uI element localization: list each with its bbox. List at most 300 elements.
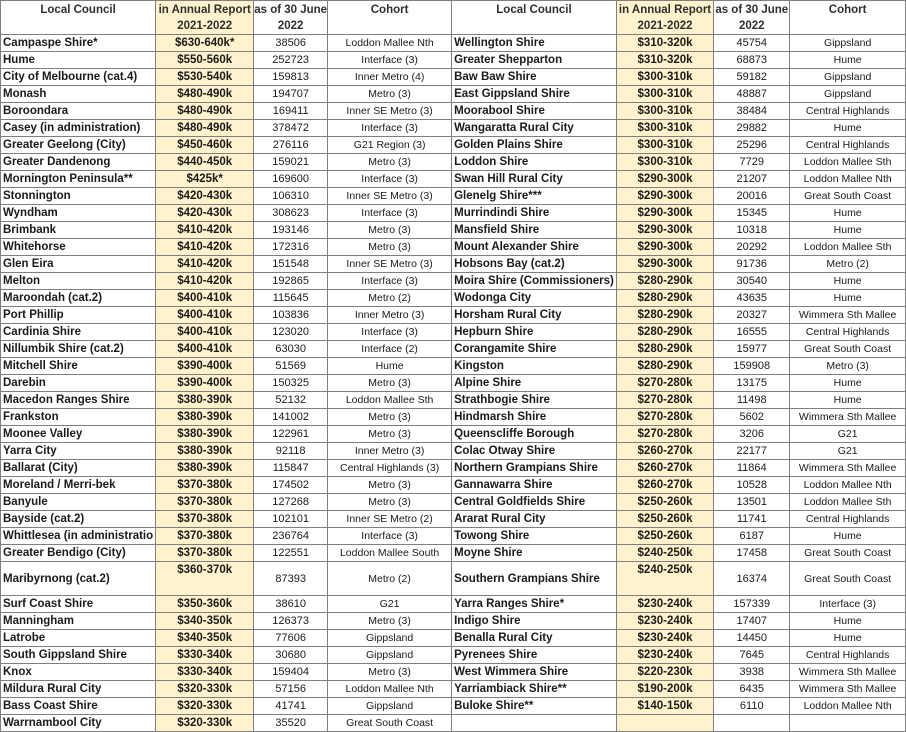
salary-cell[interactable]: $280-290k bbox=[616, 341, 713, 358]
salary-cell[interactable]: $420-430k bbox=[156, 205, 254, 222]
council-cell[interactable]: Moyne Shire bbox=[452, 545, 617, 562]
population-cell[interactable]: 3206 bbox=[714, 426, 790, 443]
salary-cell[interactable]: $480-490k bbox=[156, 103, 254, 120]
population-cell[interactable]: 192865 bbox=[254, 273, 328, 290]
cohort-cell[interactable]: Hume bbox=[328, 358, 452, 375]
salary-cell[interactable]: $380-390k bbox=[156, 409, 254, 426]
cohort-cell[interactable]: G21 Region (3) bbox=[328, 137, 452, 154]
population-cell[interactable]: 10318 bbox=[714, 222, 790, 239]
cohort-cell[interactable]: Central Highlands bbox=[790, 103, 906, 120]
population-cell[interactable]: 92118 bbox=[254, 443, 328, 460]
cohort-cell[interactable]: Inner Metro (3) bbox=[328, 443, 452, 460]
population-cell[interactable]: 57156 bbox=[254, 681, 328, 698]
cohort-cell[interactable]: Interface (3) bbox=[328, 120, 452, 137]
cohort-cell[interactable]: Gippsland bbox=[328, 630, 452, 647]
cohort-cell[interactable]: Gippsland bbox=[790, 69, 906, 86]
salary-cell[interactable]: $290-300k bbox=[616, 171, 713, 188]
council-cell[interactable]: Banyule bbox=[1, 494, 156, 511]
population-cell[interactable]: 151548 bbox=[254, 256, 328, 273]
council-cell[interactable]: Golden Plains Shire bbox=[452, 137, 617, 154]
council-cell[interactable]: Whitehorse bbox=[1, 239, 156, 256]
council-cell[interactable]: Murrindindi Shire bbox=[452, 205, 617, 222]
cohort-cell[interactable]: Wimmera Sth Mallee bbox=[790, 460, 906, 477]
population-cell[interactable]: 52132 bbox=[254, 392, 328, 409]
population-cell[interactable]: 150325 bbox=[254, 375, 328, 392]
cohort-cell[interactable]: Central Highlands bbox=[790, 511, 906, 528]
cohort-cell[interactable]: Metro (2) bbox=[328, 290, 452, 307]
council-cell[interactable]: Hepburn Shire bbox=[452, 324, 617, 341]
population-cell[interactable]: 29882 bbox=[714, 120, 790, 137]
population-cell[interactable]: 87393 bbox=[254, 562, 328, 596]
salary-cell[interactable]: $220-230k bbox=[616, 664, 713, 681]
salary-cell[interactable]: $230-240k bbox=[616, 596, 713, 613]
population-cell[interactable]: 63030 bbox=[254, 341, 328, 358]
council-cell[interactable]: Towong Shire bbox=[452, 528, 617, 545]
council-cell[interactable]: Yarra Ranges Shire* bbox=[452, 596, 617, 613]
cohort-cell[interactable]: Loddon Mallee Sth bbox=[790, 494, 906, 511]
salary-cell[interactable]: $300-310k bbox=[616, 120, 713, 137]
salary-cell[interactable]: $410-420k bbox=[156, 222, 254, 239]
salary-cell[interactable]: $370-380k bbox=[156, 545, 254, 562]
salary-cell[interactable]: $290-300k bbox=[616, 256, 713, 273]
salary-cell[interactable]: $440-450k bbox=[156, 154, 254, 171]
population-cell[interactable]: 15977 bbox=[714, 341, 790, 358]
population-cell[interactable]: 14450 bbox=[714, 630, 790, 647]
council-cell[interactable]: Surf Coast Shire bbox=[1, 596, 156, 613]
salary-cell[interactable]: $400-410k bbox=[156, 307, 254, 324]
salary-cell[interactable]: $290-300k bbox=[616, 239, 713, 256]
salary-cell[interactable]: $310-320k bbox=[616, 35, 713, 52]
cohort-cell[interactable]: G21 bbox=[790, 443, 906, 460]
council-cell[interactable]: Wangaratta Rural City bbox=[452, 120, 617, 137]
council-cell[interactable] bbox=[452, 715, 617, 732]
population-cell[interactable]: 174502 bbox=[254, 477, 328, 494]
cohort-cell[interactable]: Great South Coast bbox=[790, 341, 906, 358]
cohort-cell[interactable]: G21 bbox=[790, 426, 906, 443]
cohort-cell[interactable]: Gippsland bbox=[328, 647, 452, 664]
population-cell[interactable]: 22177 bbox=[714, 443, 790, 460]
cohort-cell[interactable]: Loddon Mallee Nth bbox=[790, 171, 906, 188]
salary-cell[interactable]: $340-350k bbox=[156, 630, 254, 647]
population-cell[interactable]: 159404 bbox=[254, 664, 328, 681]
population-cell[interactable]: 6435 bbox=[714, 681, 790, 698]
population-cell[interactable] bbox=[714, 715, 790, 732]
population-cell[interactable]: 11864 bbox=[714, 460, 790, 477]
salary-cell[interactable]: $230-240k bbox=[616, 630, 713, 647]
salary-cell[interactable]: $360-370k bbox=[156, 562, 254, 596]
cohort-cell[interactable]: Wimmera Sth Mallee bbox=[790, 681, 906, 698]
cohort-cell[interactable]: Metro (3) bbox=[328, 664, 452, 681]
population-cell[interactable]: 13501 bbox=[714, 494, 790, 511]
council-cell[interactable]: Maroondah (cat.2) bbox=[1, 290, 156, 307]
council-cell[interactable]: Melton bbox=[1, 273, 156, 290]
salary-cell[interactable]: $400-410k bbox=[156, 290, 254, 307]
salary-cell[interactable]: $320-330k bbox=[156, 681, 254, 698]
salary-cell[interactable]: $425k* bbox=[156, 171, 254, 188]
cohort-cell[interactable]: Loddon Mallee Sth bbox=[790, 239, 906, 256]
cohort-cell[interactable]: Metro (3) bbox=[328, 426, 452, 443]
cohort-cell[interactable]: Wimmera Sth Mallee bbox=[790, 664, 906, 681]
council-cell[interactable]: Nillumbik Shire (cat.2) bbox=[1, 341, 156, 358]
salary-cell[interactable]: $310-320k bbox=[616, 52, 713, 69]
cohort-cell[interactable]: Inner SE Metro (3) bbox=[328, 188, 452, 205]
council-cell[interactable]: Macedon Ranges Shire bbox=[1, 392, 156, 409]
cohort-cell[interactable]: Central Highlands bbox=[790, 324, 906, 341]
population-cell[interactable]: 17407 bbox=[714, 613, 790, 630]
population-cell[interactable]: 48887 bbox=[714, 86, 790, 103]
cohort-cell[interactable]: Hume bbox=[790, 375, 906, 392]
cohort-cell[interactable]: Central Highlands bbox=[790, 647, 906, 664]
salary-cell[interactable]: $420-430k bbox=[156, 188, 254, 205]
salary-cell[interactable]: $300-310k bbox=[616, 103, 713, 120]
cohort-cell[interactable]: Loddon Mallee Sth bbox=[790, 154, 906, 171]
salary-cell[interactable]: $300-310k bbox=[616, 69, 713, 86]
cohort-cell[interactable]: Gippsland bbox=[328, 698, 452, 715]
salary-cell[interactable]: $240-250k bbox=[616, 545, 713, 562]
population-cell[interactable]: 38610 bbox=[254, 596, 328, 613]
cohort-cell[interactable]: Inner SE Metro (2) bbox=[328, 511, 452, 528]
cohort-cell[interactable]: Loddon Mallee Nth bbox=[790, 698, 906, 715]
salary-cell[interactable]: $260-270k bbox=[616, 443, 713, 460]
council-cell[interactable]: Ballarat (City) bbox=[1, 460, 156, 477]
council-cell[interactable]: Moorabool Shire bbox=[452, 103, 617, 120]
council-cell[interactable]: Mitchell Shire bbox=[1, 358, 156, 375]
population-cell[interactable]: 194707 bbox=[254, 86, 328, 103]
salary-cell[interactable]: $410-420k bbox=[156, 273, 254, 290]
salary-cell[interactable]: $330-340k bbox=[156, 664, 254, 681]
council-cell[interactable]: Boroondara bbox=[1, 103, 156, 120]
cohort-cell[interactable]: Interface (3) bbox=[328, 273, 452, 290]
population-cell[interactable]: 51569 bbox=[254, 358, 328, 375]
population-cell[interactable]: 30680 bbox=[254, 647, 328, 664]
council-cell[interactable]: East Gippsland Shire bbox=[452, 86, 617, 103]
cohort-cell[interactable]: Interface (3) bbox=[328, 324, 452, 341]
population-cell[interactable]: 10528 bbox=[714, 477, 790, 494]
council-cell[interactable]: Central Goldfields Shire bbox=[452, 494, 617, 511]
salary-cell[interactable]: $320-330k bbox=[156, 715, 254, 732]
population-cell[interactable]: 127268 bbox=[254, 494, 328, 511]
cohort-cell[interactable]: Interface (3) bbox=[328, 205, 452, 222]
salary-cell[interactable]: $370-380k bbox=[156, 494, 254, 511]
council-cell[interactable]: Mansfield Shire bbox=[452, 222, 617, 239]
salary-cell[interactable]: $400-410k bbox=[156, 324, 254, 341]
cohort-cell[interactable]: Hume bbox=[790, 205, 906, 222]
salary-cell[interactable]: $410-420k bbox=[156, 239, 254, 256]
population-cell[interactable]: 193146 bbox=[254, 222, 328, 239]
population-cell[interactable]: 68873 bbox=[714, 52, 790, 69]
council-cell[interactable]: Colac Otway Shire bbox=[452, 443, 617, 460]
population-cell[interactable]: 7645 bbox=[714, 647, 790, 664]
cohort-cell[interactable]: Loddon Mallee Nth bbox=[328, 35, 452, 52]
salary-cell[interactable]: $270-280k bbox=[616, 409, 713, 426]
cohort-cell[interactable]: Interface (3) bbox=[328, 171, 452, 188]
population-cell[interactable]: 141002 bbox=[254, 409, 328, 426]
population-cell[interactable]: 21207 bbox=[714, 171, 790, 188]
cohort-cell[interactable]: Hume bbox=[790, 120, 906, 137]
cohort-cell[interactable]: Great South Coast bbox=[790, 545, 906, 562]
population-cell[interactable]: 252723 bbox=[254, 52, 328, 69]
cohort-cell[interactable]: Hume bbox=[790, 392, 906, 409]
population-cell[interactable]: 6187 bbox=[714, 528, 790, 545]
population-cell[interactable]: 157339 bbox=[714, 596, 790, 613]
council-cell[interactable]: Hindmarsh Shire bbox=[452, 409, 617, 426]
council-cell[interactable]: Maribyrnong (cat.2) bbox=[1, 562, 156, 596]
salary-cell[interactable]: $250-260k bbox=[616, 528, 713, 545]
council-cell[interactable]: Whittlesea (in administratio bbox=[1, 528, 156, 545]
population-cell[interactable]: 11498 bbox=[714, 392, 790, 409]
cohort-cell[interactable]: Metro (3) bbox=[328, 375, 452, 392]
population-cell[interactable]: 41741 bbox=[254, 698, 328, 715]
salary-cell[interactable]: $270-280k bbox=[616, 426, 713, 443]
cohort-cell[interactable]: Hume bbox=[790, 273, 906, 290]
council-cell[interactable]: Wyndham bbox=[1, 205, 156, 222]
cohort-cell[interactable]: Metro (3) bbox=[328, 477, 452, 494]
cohort-cell[interactable]: G21 bbox=[328, 596, 452, 613]
council-cell[interactable]: Greater Dandenong bbox=[1, 154, 156, 171]
population-cell[interactable]: 38506 bbox=[254, 35, 328, 52]
population-cell[interactable]: 106310 bbox=[254, 188, 328, 205]
council-cell[interactable]: Loddon Shire bbox=[452, 154, 617, 171]
population-cell[interactable]: 35520 bbox=[254, 715, 328, 732]
cohort-cell[interactable] bbox=[790, 715, 906, 732]
council-cell[interactable]: Cardinia Shire bbox=[1, 324, 156, 341]
salary-cell[interactable]: $280-290k bbox=[616, 290, 713, 307]
population-cell[interactable]: 77606 bbox=[254, 630, 328, 647]
council-cell[interactable]: Campaspe Shire* bbox=[1, 35, 156, 52]
council-cell[interactable]: City of Melbourne (cat.4) bbox=[1, 69, 156, 86]
council-cell[interactable]: Moonee Valley bbox=[1, 426, 156, 443]
cohort-cell[interactable]: Metro (3) bbox=[328, 409, 452, 426]
cohort-cell[interactable]: Loddon Mallee Nth bbox=[790, 477, 906, 494]
salary-cell[interactable]: $290-300k bbox=[616, 188, 713, 205]
salary-cell[interactable] bbox=[616, 715, 713, 732]
council-cell[interactable]: Mildura Rural City bbox=[1, 681, 156, 698]
population-cell[interactable]: 122551 bbox=[254, 545, 328, 562]
council-cell[interactable]: Queenscliffe Borough bbox=[452, 426, 617, 443]
council-cell[interactable]: Pyrenees Shire bbox=[452, 647, 617, 664]
cohort-cell[interactable]: Metro (2) bbox=[790, 256, 906, 273]
salary-cell[interactable]: $280-290k bbox=[616, 324, 713, 341]
salary-cell[interactable]: $260-270k bbox=[616, 477, 713, 494]
cohort-cell[interactable]: Wimmera Sth Mallee bbox=[790, 409, 906, 426]
council-cell[interactable]: Corangamite Shire bbox=[452, 341, 617, 358]
population-cell[interactable]: 103836 bbox=[254, 307, 328, 324]
council-cell[interactable]: Indigo Shire bbox=[452, 613, 617, 630]
council-cell[interactable]: Wodonga City bbox=[452, 290, 617, 307]
salary-cell[interactable]: $290-300k bbox=[616, 205, 713, 222]
population-cell[interactable]: 169411 bbox=[254, 103, 328, 120]
population-cell[interactable]: 122961 bbox=[254, 426, 328, 443]
council-cell[interactable]: Port Phillip bbox=[1, 307, 156, 324]
population-cell[interactable]: 159813 bbox=[254, 69, 328, 86]
cohort-cell[interactable]: Metro (2) bbox=[328, 562, 452, 596]
population-cell[interactable]: 3938 bbox=[714, 664, 790, 681]
council-cell[interactable]: Greater Shepparton bbox=[452, 52, 617, 69]
population-cell[interactable]: 20327 bbox=[714, 307, 790, 324]
salary-cell[interactable]: $630-640k* bbox=[156, 35, 254, 52]
population-cell[interactable]: 43635 bbox=[714, 290, 790, 307]
cohort-cell[interactable]: Metro (3) bbox=[328, 86, 452, 103]
salary-cell[interactable]: $300-310k bbox=[616, 86, 713, 103]
cohort-cell[interactable]: Inner SE Metro (3) bbox=[328, 256, 452, 273]
salary-cell[interactable]: $270-280k bbox=[616, 392, 713, 409]
salary-cell[interactable]: $190-200k bbox=[616, 681, 713, 698]
population-cell[interactable]: 20292 bbox=[714, 239, 790, 256]
population-cell[interactable]: 5602 bbox=[714, 409, 790, 426]
population-cell[interactable]: 236764 bbox=[254, 528, 328, 545]
salary-cell[interactable]: $450-460k bbox=[156, 137, 254, 154]
salary-cell[interactable]: $530-540k bbox=[156, 69, 254, 86]
salary-cell[interactable]: $380-390k bbox=[156, 392, 254, 409]
population-cell[interactable]: 20016 bbox=[714, 188, 790, 205]
salary-cell[interactable]: $380-390k bbox=[156, 426, 254, 443]
salary-cell[interactable]: $340-350k bbox=[156, 613, 254, 630]
cohort-cell[interactable]: Gippsland bbox=[790, 35, 906, 52]
cohort-cell[interactable]: Hume bbox=[790, 528, 906, 545]
salary-cell[interactable]: $410-420k bbox=[156, 256, 254, 273]
salary-cell[interactable]: $480-490k bbox=[156, 120, 254, 137]
council-cell[interactable]: Glen Eira bbox=[1, 256, 156, 273]
salary-cell[interactable]: $300-310k bbox=[616, 137, 713, 154]
salary-cell[interactable]: $290-300k bbox=[616, 222, 713, 239]
population-cell[interactable]: 123020 bbox=[254, 324, 328, 341]
population-cell[interactable]: 169600 bbox=[254, 171, 328, 188]
council-cell[interactable]: Benalla Rural City bbox=[452, 630, 617, 647]
population-cell[interactable]: 91736 bbox=[714, 256, 790, 273]
council-cell[interactable]: Glenelg Shire*** bbox=[452, 188, 617, 205]
cohort-cell[interactable]: Interface (3) bbox=[328, 52, 452, 69]
salary-cell[interactable]: $240-250k bbox=[616, 562, 713, 596]
council-cell[interactable]: Horsham Rural City bbox=[452, 307, 617, 324]
council-cell[interactable]: Strathbogie Shire bbox=[452, 392, 617, 409]
council-cell[interactable]: Manningham bbox=[1, 613, 156, 630]
cohort-cell[interactable]: Interface (2) bbox=[328, 341, 452, 358]
council-cell[interactable]: Latrobe bbox=[1, 630, 156, 647]
salary-cell[interactable]: $320-330k bbox=[156, 698, 254, 715]
council-cell[interactable]: Greater Bendigo (City) bbox=[1, 545, 156, 562]
population-cell[interactable]: 13175 bbox=[714, 375, 790, 392]
salary-cell[interactable]: $260-270k bbox=[616, 460, 713, 477]
council-cell[interactable]: Casey (in administration) bbox=[1, 120, 156, 137]
population-cell[interactable]: 38484 bbox=[714, 103, 790, 120]
salary-cell[interactable]: $140-150k bbox=[616, 698, 713, 715]
cohort-cell[interactable]: Metro (3) bbox=[328, 613, 452, 630]
cohort-cell[interactable]: Great South Coast bbox=[790, 562, 906, 596]
council-cell[interactable]: Moreland / Merri-bek bbox=[1, 477, 156, 494]
cohort-cell[interactable]: Metro (3) bbox=[328, 239, 452, 256]
council-cell[interactable]: Hobsons Bay (cat.2) bbox=[452, 256, 617, 273]
population-cell[interactable]: 102101 bbox=[254, 511, 328, 528]
cohort-cell[interactable]: Great South Coast bbox=[328, 715, 452, 732]
population-cell[interactable]: 159021 bbox=[254, 154, 328, 171]
council-cell[interactable]: Swan Hill Rural City bbox=[452, 171, 617, 188]
population-cell[interactable]: 59182 bbox=[714, 69, 790, 86]
cohort-cell[interactable]: Hume bbox=[790, 52, 906, 69]
council-cell[interactable]: Bayside (cat.2) bbox=[1, 511, 156, 528]
council-cell[interactable]: Baw Baw Shire bbox=[452, 69, 617, 86]
salary-cell[interactable]: $280-290k bbox=[616, 273, 713, 290]
council-cell[interactable]: West Wimmera Shire bbox=[452, 664, 617, 681]
salary-cell[interactable]: $280-290k bbox=[616, 307, 713, 324]
population-cell[interactable]: 126373 bbox=[254, 613, 328, 630]
council-cell[interactable]: Ararat Rural City bbox=[452, 511, 617, 528]
salary-cell[interactable]: $280-290k bbox=[616, 358, 713, 375]
council-cell[interactable]: Greater Geelong (City) bbox=[1, 137, 156, 154]
salary-cell[interactable]: $480-490k bbox=[156, 86, 254, 103]
population-cell[interactable]: 16374 bbox=[714, 562, 790, 596]
cohort-cell[interactable]: Loddon Mallee Nth bbox=[328, 681, 452, 698]
council-cell[interactable]: Yarriambiack Shire** bbox=[452, 681, 617, 698]
cohort-cell[interactable]: Metro (3) bbox=[328, 494, 452, 511]
cohort-cell[interactable]: Inner SE Metro (3) bbox=[328, 103, 452, 120]
cohort-cell[interactable]: Interface (3) bbox=[790, 596, 906, 613]
salary-cell[interactable]: $270-280k bbox=[616, 375, 713, 392]
council-cell[interactable]: Hume bbox=[1, 52, 156, 69]
council-cell[interactable]: Stonnington bbox=[1, 188, 156, 205]
council-cell[interactable]: Bass Coast Shire bbox=[1, 698, 156, 715]
cohort-cell[interactable]: Gippsland bbox=[790, 86, 906, 103]
population-cell[interactable]: 7729 bbox=[714, 154, 790, 171]
population-cell[interactable]: 115847 bbox=[254, 460, 328, 477]
council-cell[interactable]: Yarra City bbox=[1, 443, 156, 460]
council-cell[interactable]: Darebin bbox=[1, 375, 156, 392]
salary-cell[interactable]: $250-260k bbox=[616, 494, 713, 511]
salary-cell[interactable]: $250-260k bbox=[616, 511, 713, 528]
salary-cell[interactable]: $380-390k bbox=[156, 460, 254, 477]
salary-cell[interactable]: $390-400k bbox=[156, 375, 254, 392]
council-cell[interactable]: Mornington Peninsula** bbox=[1, 171, 156, 188]
cohort-cell[interactable]: Metro (3) bbox=[328, 154, 452, 171]
population-cell[interactable]: 159908 bbox=[714, 358, 790, 375]
council-cell[interactable]: Moira Shire (Commissioners) bbox=[452, 273, 617, 290]
population-cell[interactable]: 17458 bbox=[714, 545, 790, 562]
population-cell[interactable]: 25296 bbox=[714, 137, 790, 154]
salary-cell[interactable]: $370-380k bbox=[156, 477, 254, 494]
salary-cell[interactable]: $350-360k bbox=[156, 596, 254, 613]
cohort-cell[interactable]: Loddon Mallee South bbox=[328, 545, 452, 562]
council-cell[interactable]: Brimbank bbox=[1, 222, 156, 239]
salary-cell[interactable]: $370-380k bbox=[156, 528, 254, 545]
council-cell[interactable]: Frankston bbox=[1, 409, 156, 426]
cohort-cell[interactable]: Inner Metro (4) bbox=[328, 69, 452, 86]
cohort-cell[interactable]: Metro (3) bbox=[790, 358, 906, 375]
cohort-cell[interactable]: Hume bbox=[790, 222, 906, 239]
council-cell[interactable]: Southern Grampians Shire bbox=[452, 562, 617, 596]
population-cell[interactable]: 172316 bbox=[254, 239, 328, 256]
salary-cell[interactable]: $300-310k bbox=[616, 154, 713, 171]
council-cell[interactable]: Knox bbox=[1, 664, 156, 681]
council-cell[interactable]: Monash bbox=[1, 86, 156, 103]
population-cell[interactable]: 308623 bbox=[254, 205, 328, 222]
council-cell[interactable]: South Gippsland Shire bbox=[1, 647, 156, 664]
council-cell[interactable]: Warrnambool City bbox=[1, 715, 156, 732]
population-cell[interactable]: 276116 bbox=[254, 137, 328, 154]
salary-cell[interactable]: $230-240k bbox=[616, 647, 713, 664]
population-cell[interactable]: 378472 bbox=[254, 120, 328, 137]
cohort-cell[interactable]: Wimmera Sth Mallee bbox=[790, 307, 906, 324]
council-cell[interactable]: Alpine Shire bbox=[452, 375, 617, 392]
council-cell[interactable]: Kingston bbox=[452, 358, 617, 375]
cohort-cell[interactable]: Inner Metro (3) bbox=[328, 307, 452, 324]
salary-cell[interactable]: $370-380k bbox=[156, 511, 254, 528]
salary-cell[interactable]: $550-560k bbox=[156, 52, 254, 69]
population-cell[interactable]: 115645 bbox=[254, 290, 328, 307]
population-cell[interactable]: 16555 bbox=[714, 324, 790, 341]
cohort-cell[interactable]: Interface (3) bbox=[328, 528, 452, 545]
council-cell[interactable]: Wellington Shire bbox=[452, 35, 617, 52]
population-cell[interactable]: 30540 bbox=[714, 273, 790, 290]
cohort-cell[interactable]: Loddon Mallee Sth bbox=[328, 392, 452, 409]
